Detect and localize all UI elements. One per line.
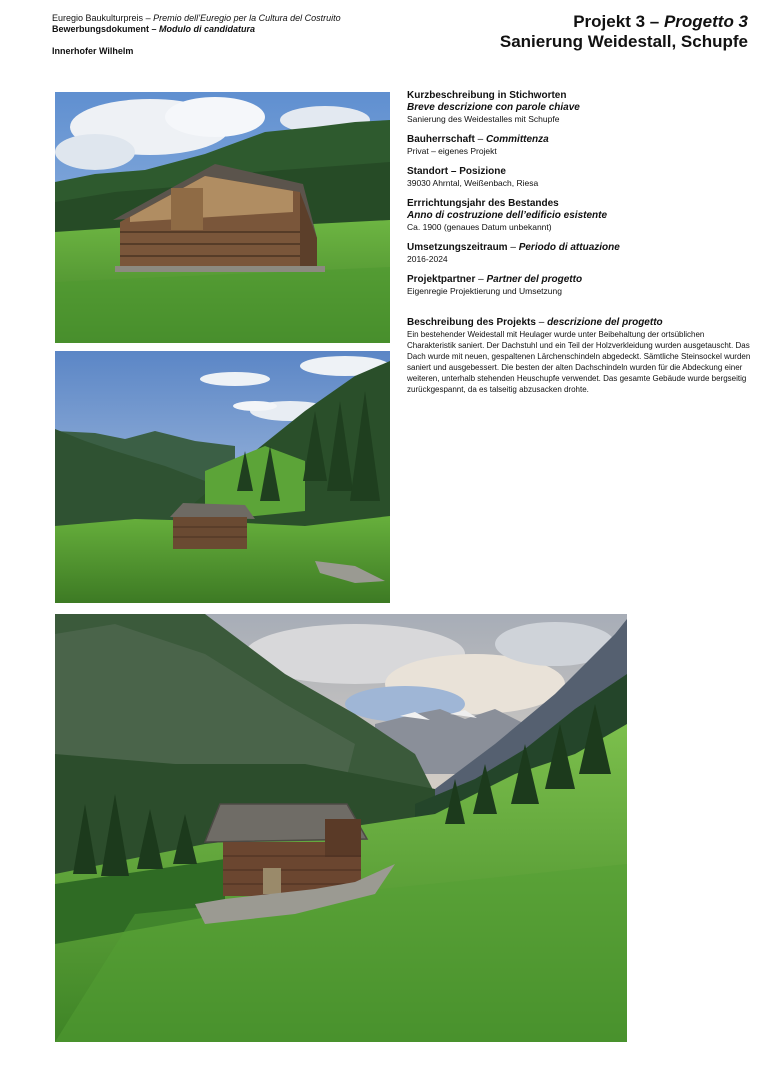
field-label-it: Partner del progetto [486, 274, 583, 285]
project-sep: – [645, 12, 664, 31]
field-label-de: Umsetzungszeitraum [407, 242, 508, 253]
field-label-it-line [407, 210, 752, 222]
photo-barn-closeup [55, 92, 390, 343]
field-label-de: Kurzbeschreibung in Stichworten [407, 90, 567, 101]
field-client [407, 134, 752, 157]
field-label [407, 198, 752, 210]
photo-barn-valley-image [55, 351, 390, 603]
document-it: Modulo di candidatura [159, 24, 256, 34]
field-label-sep: – [475, 274, 487, 285]
project-number [500, 12, 748, 32]
document-line [52, 24, 341, 35]
field-label-sep: – [507, 242, 519, 253]
program-sep: – [143, 13, 154, 23]
field-label-sep: – [535, 317, 548, 328]
field-label-it: Anno di costruzione dell’edificio esistente [407, 210, 608, 221]
project-it: Progetto 3 [663, 12, 748, 31]
field-implementation-period [407, 242, 752, 265]
field-label [407, 134, 752, 146]
field-label [407, 274, 752, 286]
document-header-left [52, 13, 341, 57]
field-label [407, 317, 752, 329]
author-name: Innerhofer Wilhelm [52, 46, 134, 56]
description-text: Ein bestehender Weidestall mit Heulager wurde unter Beibehaltung der ortsüblichen Charakteristik saniert. Der Dachstuhl und ein Teil der Holzverkleidung wurden ausgetauscht. Das Dach wurde mit neuen, gespaltenen Lärchenschindeln abgedeckt. Sämtliche Steinsockel wurden saniert und ausgebessert. Die besten der alten Dachschindeln wurden für die Abdeckung einer weiteren, unterhalb stehenden Heuschupfe verwendet. Das gesamte Gebäude wurde bergseitig zurückgespannt, da es talseitig abzusacken drohte. [407, 330, 751, 394]
field-label-it: Periodo di attuazione [518, 242, 620, 253]
field-label-it: Committenza [485, 134, 549, 145]
field-label [407, 90, 752, 102]
document-sep: – [149, 24, 160, 34]
project-title: Sanierung Weidestall, Schupfe [499, 32, 748, 51]
field-project-description [407, 317, 752, 395]
field-value: Privat – eigenes Projekt [407, 146, 497, 156]
field-label-de: Projektpartner [407, 274, 476, 285]
field-label-de: Bauherrschaft [407, 134, 475, 145]
photo-barn-alpine-valley [55, 614, 627, 1042]
program-de: Euregio Baukulturpreis [52, 13, 144, 23]
project-de: Projekt 3 [573, 12, 646, 31]
document-de: Bewerbungsdokument [52, 24, 150, 34]
document-header-right [500, 12, 748, 52]
field-label-de: Standort – Posizione [407, 166, 506, 177]
field-value: Ca. 1900 (genaues Datum unbekannt) [407, 222, 552, 232]
program-it: Premio dell’Euregio per la Cultura del Costruito [153, 13, 341, 23]
photo-barn-valley [55, 351, 390, 603]
field-value: 2016-2024 [407, 254, 448, 264]
field-label-de: Errrichtungsjahr des Bestandes [407, 198, 559, 209]
field-label [407, 242, 752, 254]
field-value: Eigenregie Projektierung und Umsetzung [407, 286, 562, 296]
field-location [407, 166, 752, 189]
photo-barn-closeup-image [55, 92, 390, 343]
field-label-sep: – [474, 134, 486, 145]
project-info [407, 90, 752, 404]
field-label-it: descrizione del progetto [547, 317, 663, 328]
field-short-description [407, 90, 752, 125]
field-label-it: Breve descrizione con parole chiave [407, 102, 580, 113]
field-project-partner [407, 274, 752, 297]
field-label-it-line [407, 102, 752, 114]
program-line [52, 13, 341, 24]
field-label-de: Beschreibung des Projekts [407, 317, 536, 328]
field-construction-year [407, 198, 752, 233]
field-value: Sanierung des Weidestalles mit Schupfe [407, 114, 560, 124]
field-value: 39030 Ahrntal, Weißenbach, Riesa [407, 178, 539, 188]
field-label [407, 166, 752, 178]
photo-barn-alpine-valley-image [55, 614, 627, 1042]
